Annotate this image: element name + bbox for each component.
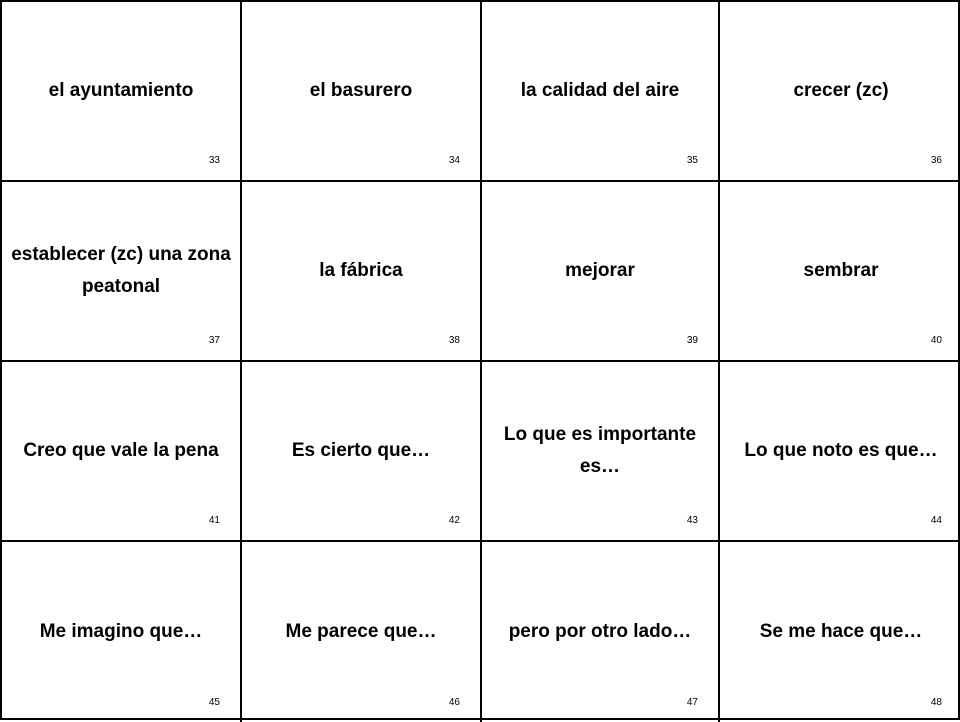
card-38 [242,182,482,362]
card-term: crecer (zc) [793,80,889,101]
card-number: 33 [208,155,220,166]
card-number: 38 [448,335,460,346]
card-term: Me imagino que… [39,621,203,642]
card-term: Lo que noto es que… [744,440,938,461]
card-number: 39 [686,335,698,346]
card-number: 43 [686,515,698,526]
card-42 [242,362,482,542]
card-number: 44 [930,515,942,526]
card-45 [2,542,242,722]
card-34 [242,2,482,182]
card-number: 42 [448,515,460,526]
card-term: Se me hace que… [759,621,923,642]
card-term: establecer (zc) una zona peatonal [11,244,231,297]
card-41 [2,362,242,542]
card-term: la fábrica [319,260,403,281]
card-term: Creo que vale la pena [23,440,219,461]
card-36 [720,2,960,182]
card-number: 45 [208,697,220,708]
card-37 [2,182,242,362]
card-number: 47 [686,697,698,708]
card-39 [482,182,720,362]
card-number: 48 [930,697,942,708]
card-term: Lo que es importante es… [503,424,697,477]
card-43 [482,362,720,542]
card-number: 34 [448,155,460,166]
card-term: Es cierto que… [291,440,431,461]
card-term: mejorar [565,260,635,281]
card-47 [482,542,720,722]
card-number: 41 [208,515,220,526]
card-term: Me parece que… [285,621,437,642]
card-number: 37 [208,335,220,346]
card-44 [720,362,960,542]
card-term: la calidad del aire [520,80,680,101]
card-term: pero por otro lado… [508,621,692,642]
card-33 [2,2,242,182]
card-46 [242,542,482,722]
card-number: 36 [930,155,942,166]
card-term: el ayuntamiento [48,80,194,101]
card-number: 35 [686,155,698,166]
card-number: 46 [448,697,460,708]
card-35 [482,2,720,182]
card-48 [720,542,960,722]
card-term: sembrar [803,260,879,281]
card-number: 40 [930,335,942,346]
card-term: el basurero [309,80,413,101]
card-40 [720,182,960,362]
